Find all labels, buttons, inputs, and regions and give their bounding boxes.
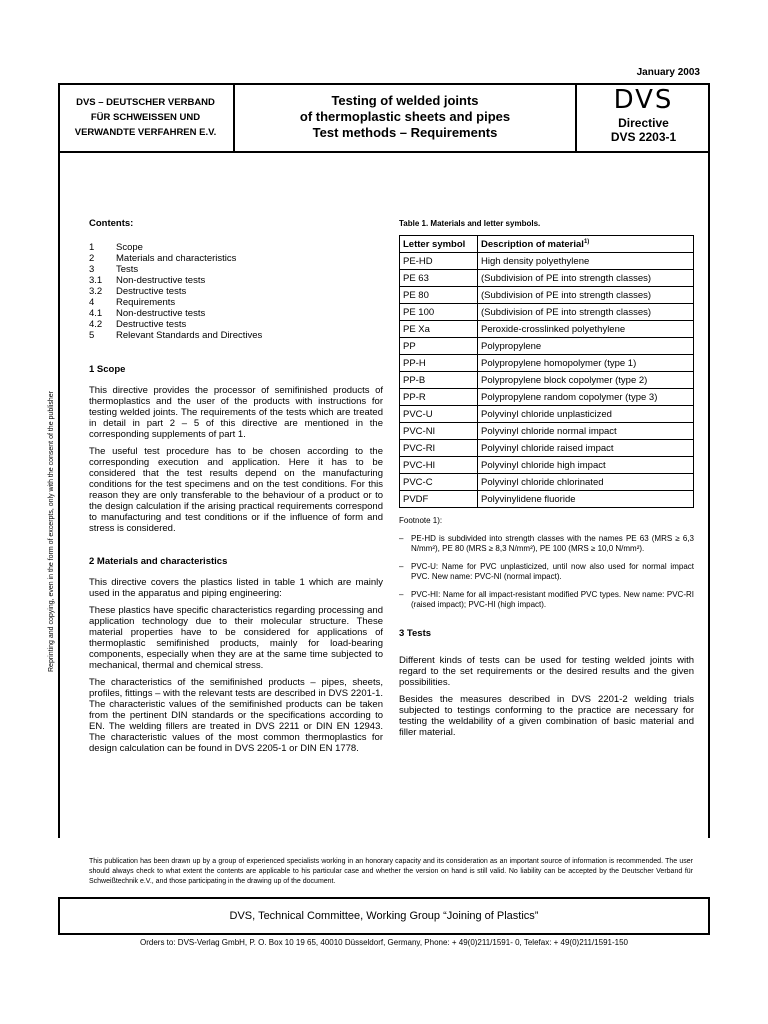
table-row: PE Xa Peroxide-crosslinked polyethylene bbox=[400, 321, 694, 338]
tests-heading: 3 Tests bbox=[399, 628, 432, 639]
table-row: PP-R Polypropylene random copolymer (type 3) bbox=[400, 389, 694, 406]
table-row: PP-H Polypropylene homopolymer (type 1) bbox=[400, 355, 694, 372]
left-column bbox=[89, 218, 383, 760]
directive-number: DVS 2203-1 bbox=[610, 130, 677, 144]
directive-label: Directive bbox=[618, 116, 669, 130]
scope-paragraph: This directive provides the processor of semifinished products of thermoplastics and the user of the products with instructions for testing welded joints. The requirements of the tests which are treated in detail in part 2 – 5 of this directive are mentioned in the corresponding supplements of part 1. bbox=[89, 385, 383, 440]
materials-table bbox=[399, 235, 694, 508]
materials-paragraph: The characteristics of the semifinished products – pipes, sheets, profiles, fittings – with the relevant tests are described in DVS 2201-1. The characteristic values of the semifinished products can be taken from the pertinent DIN standards or the specifications according to EN. The welding fillers are treated in DVS 2211 or DIN EN 12943. The characteristic values of the most common thermoplastics for design calculation can be found in DVS 2205-1 or DIN EN 1778. bbox=[89, 677, 383, 754]
toc-item: 2 Materials and characteristics bbox=[89, 253, 237, 264]
footnote-list bbox=[399, 534, 694, 610]
footnote-item: – PE-HD is subdivided into strength classes with the names PE 63 (MRS ≥ 6,3 N/mm²), PE 80 (MRS ≥ 8,3 N/mm²), PE 100 (MRS ≥ 10,0 N/mm²). bbox=[399, 534, 694, 553]
table-row: PE 63 (Subdivision of PE into strength classes) bbox=[400, 270, 694, 287]
contents-title: Contents: bbox=[89, 218, 134, 229]
table-row: PVC-U Polyvinyl chloride unplasticized bbox=[400, 406, 694, 423]
toc-item: 5 Relevant Standards and Directives bbox=[89, 330, 263, 341]
document-title-block bbox=[235, 83, 575, 153]
footnote-marker: 1) bbox=[583, 238, 590, 245]
table-row: PVC-HI Polyvinyl chloride high impact bbox=[400, 457, 694, 474]
dvs-logo: DVS bbox=[613, 85, 674, 115]
toc-item: 1 Scope bbox=[89, 242, 143, 253]
footnote-item: – PVC-HI: Name for all impact-resistant modified PVC types. New name: PVC-RI (raised impact); PVC-HI (high impact). bbox=[399, 590, 694, 609]
table-row: PE-HD High density polyethylene bbox=[400, 253, 694, 270]
title-line-2: of thermoplastic sheets and pipes bbox=[299, 109, 511, 124]
org-line-3: VERWANDTE VERFAHREN E.V. bbox=[74, 126, 217, 138]
right-column bbox=[399, 218, 694, 744]
scope-heading: 1 Scope bbox=[89, 364, 126, 375]
footnote-item: – PVC-U: Name for PVC unplasticized, until now also used for normal impact PVC. New name: PVC-NI (normal impact). bbox=[399, 562, 694, 581]
table-of-contents bbox=[89, 242, 383, 341]
table-row: PVDF Polyvinylidene fluoride bbox=[400, 491, 694, 508]
materials-heading: 2 Materials and characteristics bbox=[89, 556, 228, 567]
table-row: PP-B Polypropylene block copolymer (type 2) bbox=[400, 372, 694, 389]
directive-block bbox=[575, 83, 710, 153]
materials-paragraph: These plastics have specific characteristics regarding processing and application technology due to their molecular structure. These material properties have to be considered for applications of thermoplastic semifinished products, mainly for load-bearing components, especially when they are at the same time subjected to mechanical, thermal and chemical stress. bbox=[89, 605, 383, 671]
org-line-2: FÜR SCHWEISSEN UND bbox=[90, 111, 201, 123]
scope-paragraph: The useful test procedure has to be chosen according to the corresponding execution and application. Here it has to be considered that the test results depend on the manufacturing conditions for the test specimens and on the test conditions. For this reason they are only transferable to the behaviour of a product or to the design calculation if the arising practical requirements correspond to manufacturing and test conditions or if the influence of form and stress is considered. bbox=[89, 446, 383, 534]
table-row: PVC-RI Polyvinyl chloride raised impact bbox=[400, 440, 694, 457]
tests-paragraph: Different kinds of tests can be used for testing welded joints with regard to the set requirements or the desired results and the given possibilities. bbox=[399, 655, 694, 688]
toc-item: 3.2 Destructive tests bbox=[89, 286, 187, 297]
table-row: PE 100 (Subdivision of PE into strength classes) bbox=[400, 304, 694, 321]
toc-item: 3.1 Non-destructive tests bbox=[89, 275, 206, 286]
orders-line: Orders to: DVS-Verlag GmbH, P. O. Box 10 19 65, 40010 Düsseldorf, Germany, Phone: + 49(0)211/1591- 0, Telefax: + 49(0)211/1591-150 bbox=[140, 938, 628, 947]
toc-item: 4.2 Destructive tests bbox=[89, 319, 187, 330]
org-line-1: DVS – DEUTSCHER VERBAND bbox=[76, 96, 215, 108]
organization-block bbox=[58, 83, 235, 153]
tests-paragraph: Besides the measures described in DVS 2201-2 welding trials subjected to testings conforming to the practice are necessary for testing the weldability of a given combination of basic material and filler material. bbox=[399, 694, 694, 738]
table-row: PVC-C Polyvinyl chloride chlorinated bbox=[400, 474, 694, 491]
title-line-3: Test methods – Requirements bbox=[312, 125, 498, 140]
committee-box: DVS, Technical Committee, Working Group “Joining of Plastics” bbox=[58, 897, 710, 935]
footnote-title: Footnote 1): bbox=[399, 516, 443, 525]
materials-paragraph: This directive covers the plastics listed in table 1 which are mainly used in the apparatus and piping engineering: bbox=[89, 577, 383, 599]
disclaimer: This publication has been drawn up by a group of experienced specialists working in an honorary capacity and its consideration as an important source of information is recommended. The user should always check to what extent the contents are applicable to his particular case and whether the version on hand is still valid. No liability can be accepted by the Deutscher Verband für Schweißtechnik e.V., and those participating in the drawing up of the document. bbox=[89, 858, 693, 885]
copyright-side-note: Reprinting and copying, even in the form of excerpts, only with the consent of the publisher bbox=[48, 391, 55, 672]
toc-item: 3 Tests bbox=[89, 264, 139, 275]
toc-item: 4 Requirements bbox=[89, 297, 176, 308]
column-header-description: Description of material$^{1)}$ bbox=[478, 236, 694, 253]
table-caption: Table 1. Materials and letter symbols. bbox=[399, 219, 541, 228]
column-header-symbol: Letter symbol bbox=[400, 236, 478, 253]
table-row: PVC-NI Polyvinyl chloride normal impact bbox=[400, 423, 694, 440]
table-row: PE 80 (Subdivision of PE into strength classes) bbox=[400, 287, 694, 304]
table-row: PP Polypropylene bbox=[400, 338, 694, 355]
table-header-row bbox=[400, 236, 694, 253]
toc-item: 4.1 Non-destructive tests bbox=[89, 308, 206, 319]
document-date: January 2003 bbox=[636, 67, 700, 78]
title-line-1: Testing of welded joints bbox=[331, 93, 479, 108]
